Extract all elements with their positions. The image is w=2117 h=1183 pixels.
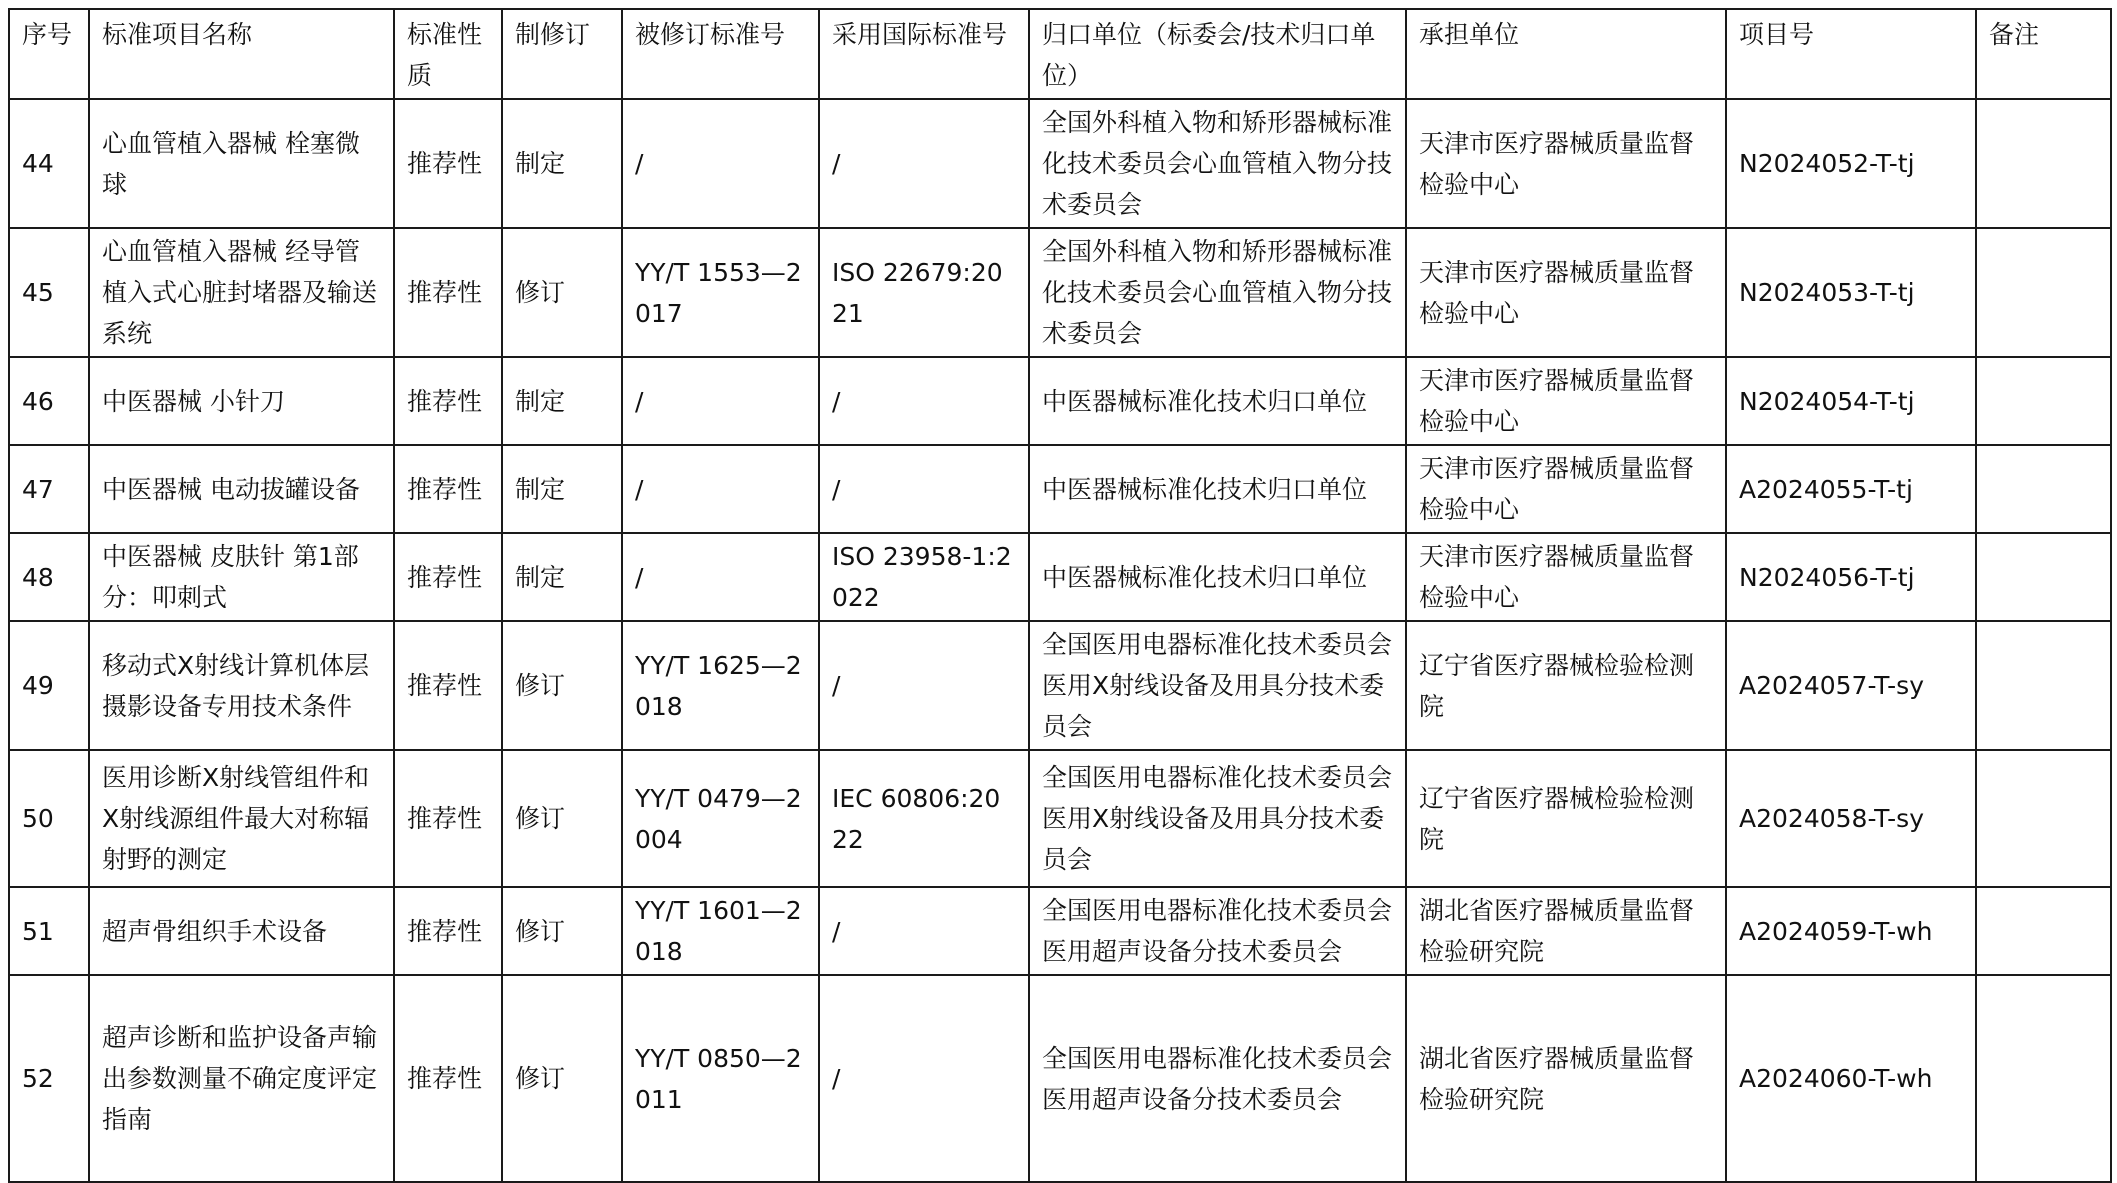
cell-intl-std: / <box>819 621 1029 750</box>
cell-undertaker: 天津市医疗器械质量监督检验中心 <box>1406 445 1726 533</box>
cell-nature: 推荐性 <box>394 750 502 887</box>
cell-unit: 全国医用电器标准化技术委员会医用X射线设备及用具分技术委员会 <box>1029 621 1406 750</box>
cell-unit: 全国外科植入物和矫形器械标准化技术委员会心血管植入物分技术委员会 <box>1029 99 1406 228</box>
cell-nature: 推荐性 <box>394 621 502 750</box>
cell-revise: 修订 <box>502 975 622 1182</box>
header-revised-std: 被修订标准号 <box>622 9 819 99</box>
header-seq: 序号 <box>9 9 89 99</box>
cell-project-no: N2024053-T-tj <box>1726 228 1976 357</box>
cell-unit: 全国医用电器标准化技术委员会医用超声设备分技术委员会 <box>1029 975 1406 1182</box>
cell-nature: 推荐性 <box>394 887 502 975</box>
cell-project-no: A2024058-T-sy <box>1726 750 1976 887</box>
header-name: 标准项目名称 <box>89 9 394 99</box>
header-undertaker: 承担单位 <box>1406 9 1726 99</box>
cell-revise: 制定 <box>502 99 622 228</box>
cell-intl-std: ISO 23958-1:2022 <box>819 533 1029 621</box>
cell-revised-std: YY/T 0850—2011 <box>622 975 819 1182</box>
cell-nature: 推荐性 <box>394 445 502 533</box>
cell-project-no: N2024052-T-tj <box>1726 99 1976 228</box>
cell-revise: 制定 <box>502 533 622 621</box>
header-project-no: 项目号 <box>1726 9 1976 99</box>
cell-revise: 修订 <box>502 228 622 357</box>
cell-seq: 50 <box>9 750 89 887</box>
cell-seq: 44 <box>9 99 89 228</box>
cell-unit: 全国外科植入物和矫形器械标准化技术委员会心血管植入物分技术委员会 <box>1029 228 1406 357</box>
cell-intl-std: / <box>819 99 1029 228</box>
cell-unit: 中医器械标准化技术归口单位 <box>1029 445 1406 533</box>
cell-revised-std: / <box>622 99 819 228</box>
cell-project-no: A2024055-T-tj <box>1726 445 1976 533</box>
table-body <box>9 99 2111 1182</box>
table-row <box>9 533 2111 621</box>
cell-nature: 推荐性 <box>394 533 502 621</box>
cell-intl-std: ISO 22679:2021 <box>819 228 1029 357</box>
cell-revise: 修订 <box>502 621 622 750</box>
cell-revise: 制定 <box>502 357 622 445</box>
cell-remark <box>1976 975 2111 1182</box>
cell-name: 超声诊断和监护设备声输出参数测量不确定度评定指南 <box>89 975 394 1182</box>
cell-seq: 52 <box>9 975 89 1182</box>
cell-undertaker: 天津市医疗器械质量监督检验中心 <box>1406 99 1726 228</box>
table-row <box>9 621 2111 750</box>
cell-undertaker: 天津市医疗器械质量监督检验中心 <box>1406 357 1726 445</box>
cell-revised-std: YY/T 1601—2018 <box>622 887 819 975</box>
cell-revise: 修订 <box>502 887 622 975</box>
cell-revise: 修订 <box>502 750 622 887</box>
cell-seq: 45 <box>9 228 89 357</box>
table-row <box>9 445 2111 533</box>
cell-seq: 46 <box>9 357 89 445</box>
table-row <box>9 99 2111 228</box>
table-row <box>9 750 2111 887</box>
cell-seq: 48 <box>9 533 89 621</box>
cell-seq: 49 <box>9 621 89 750</box>
cell-undertaker: 辽宁省医疗器械检验检测院 <box>1406 750 1726 887</box>
cell-seq: 47 <box>9 445 89 533</box>
cell-remark <box>1976 357 2111 445</box>
table-header-row <box>9 9 2111 99</box>
cell-name: 移动式X射线计算机体层摄影设备专用技术条件 <box>89 621 394 750</box>
table-row <box>9 228 2111 357</box>
cell-undertaker: 天津市医疗器械质量监督检验中心 <box>1406 533 1726 621</box>
cell-intl-std: IEC 60806:2022 <box>819 750 1029 887</box>
cell-name: 心血管植入器械 经导管植入式心脏封堵器及输送系统 <box>89 228 394 357</box>
cell-project-no: N2024054-T-tj <box>1726 357 1976 445</box>
cell-name: 超声骨组织手术设备 <box>89 887 394 975</box>
cell-unit: 全国医用电器标准化技术委员会医用X射线设备及用具分技术委员会 <box>1029 750 1406 887</box>
cell-revised-std: YY/T 0479—2004 <box>622 750 819 887</box>
cell-project-no: A2024059-T-wh <box>1726 887 1976 975</box>
cell-intl-std: / <box>819 357 1029 445</box>
table-row <box>9 357 2111 445</box>
cell-remark <box>1976 228 2111 357</box>
cell-revised-std: / <box>622 533 819 621</box>
cell-project-no: N2024056-T-tj <box>1726 533 1976 621</box>
cell-remark <box>1976 445 2111 533</box>
cell-revised-std: YY/T 1625—2018 <box>622 621 819 750</box>
cell-unit: 全国医用电器标准化技术委员会医用超声设备分技术委员会 <box>1029 887 1406 975</box>
cell-project-no: A2024057-T-sy <box>1726 621 1976 750</box>
cell-name: 中医器械 小针刀 <box>89 357 394 445</box>
cell-intl-std: / <box>819 975 1029 1182</box>
cell-revised-std: YY/T 1553—2017 <box>622 228 819 357</box>
cell-unit: 中医器械标准化技术归口单位 <box>1029 533 1406 621</box>
cell-nature: 推荐性 <box>394 228 502 357</box>
cell-seq: 51 <box>9 887 89 975</box>
header-remark: 备注 <box>1976 9 2111 99</box>
cell-unit: 中医器械标准化技术归口单位 <box>1029 357 1406 445</box>
cell-nature: 推荐性 <box>394 357 502 445</box>
cell-name: 心血管植入器械 栓塞微球 <box>89 99 394 228</box>
header-unit: 归口单位（标委会/技术归口单位） <box>1029 9 1406 99</box>
cell-intl-std: / <box>819 445 1029 533</box>
cell-intl-std: / <box>819 887 1029 975</box>
cell-undertaker: 湖北省医疗器械质量监督检验研究院 <box>1406 887 1726 975</box>
cell-revised-std: / <box>622 445 819 533</box>
table-row <box>9 887 2111 975</box>
cell-name: 医用诊断X射线管组件和X射线源组件最大对称辐射野的测定 <box>89 750 394 887</box>
cell-undertaker: 湖北省医疗器械质量监督检验研究院 <box>1406 975 1726 1182</box>
cell-undertaker: 天津市医疗器械质量监督检验中心 <box>1406 228 1726 357</box>
cell-remark <box>1976 750 2111 887</box>
cell-remark <box>1976 621 2111 750</box>
standards-table <box>8 8 2112 1183</box>
header-nature: 标准性质 <box>394 9 502 99</box>
cell-revise: 制定 <box>502 445 622 533</box>
cell-nature: 推荐性 <box>394 975 502 1182</box>
header-revise: 制修订 <box>502 9 622 99</box>
cell-remark <box>1976 887 2111 975</box>
cell-project-no: A2024060-T-wh <box>1726 975 1976 1182</box>
cell-remark <box>1976 533 2111 621</box>
cell-name: 中医器械 电动拔罐设备 <box>89 445 394 533</box>
cell-name: 中医器械 皮肤针 第1部分：叩刺式 <box>89 533 394 621</box>
cell-remark <box>1976 99 2111 228</box>
cell-revised-std: / <box>622 357 819 445</box>
cell-undertaker: 辽宁省医疗器械检验检测院 <box>1406 621 1726 750</box>
header-intl-std: 采用国际标准号 <box>819 9 1029 99</box>
table-row <box>9 975 2111 1182</box>
cell-nature: 推荐性 <box>394 99 502 228</box>
